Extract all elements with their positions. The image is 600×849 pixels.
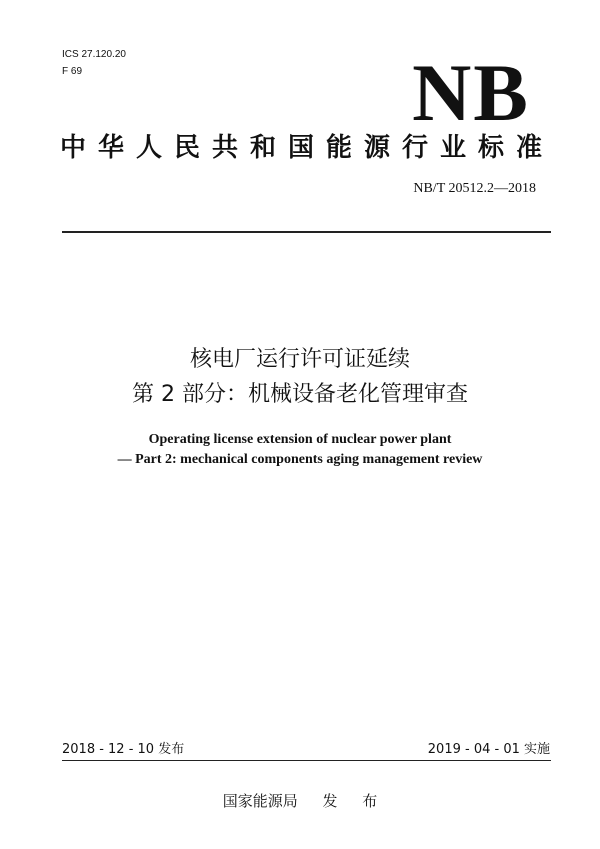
publisher: 国家能源局 发 布 [222,792,378,810]
footer-divider [62,760,551,761]
ics-code: ICS 27.120.20 [62,49,126,60]
header-divider [62,231,551,233]
title-chinese-line-1: 核电厂运行许可证延续 [189,347,410,372]
title-english-line-2: — Part 2: mechanical components aging management review [117,452,483,467]
standard-number: NB/T 20512.2—2018 [413,181,536,196]
title-english-line-1: Operating license extension of nuclear power plant [148,432,452,447]
title-chinese-line-2: 第 2 部分：机械设备老化管理审查 [132,382,468,407]
implementation-date: 2019 - 04 - 01 实施 [427,742,550,757]
nb-logo: NB [412,47,530,138]
standard-category: 中华人民共和国能源行业标准 [60,133,555,163]
issue-date: 2018 - 12 - 10 发布 [62,742,185,757]
classification-code: F 69 [62,66,83,77]
